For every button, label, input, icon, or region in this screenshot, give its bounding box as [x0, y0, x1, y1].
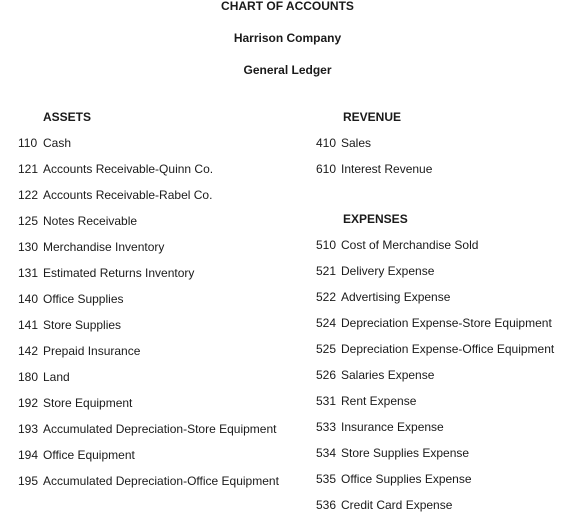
account-name: Depreciation Expense-Office Equipment: [341, 342, 555, 356]
account-name: Notes Receivable: [43, 214, 138, 228]
account-number: 194: [18, 448, 39, 462]
expenses-section-title: EXPENSES: [343, 212, 408, 226]
account-name: Delivery Expense: [341, 264, 435, 278]
account-name: Store Equipment: [43, 396, 133, 410]
account-number: 610: [316, 162, 337, 176]
account-number: 193: [18, 422, 39, 436]
account-number: 522: [316, 290, 337, 304]
account-number: 141: [18, 318, 39, 332]
account-number: 110: [18, 136, 38, 150]
account-name: Merchandise Inventory: [43, 240, 165, 254]
account-number: 410: [316, 136, 337, 150]
account-name: Office Supplies: [43, 292, 124, 306]
account-number: 533: [316, 420, 337, 434]
account-number: 510: [316, 238, 337, 252]
account-name: Insurance Expense: [341, 420, 444, 434]
account-number: 192: [18, 396, 39, 410]
account-number: 526: [316, 368, 337, 382]
account-number: 131: [18, 266, 39, 280]
account-name: Depreciation Expense-Store Equipment: [341, 316, 552, 330]
account-number: 142: [18, 344, 39, 358]
account-number: 535: [316, 472, 337, 486]
account-name: Store Supplies: [43, 318, 122, 332]
account-number: 531: [316, 394, 337, 408]
account-name: Sales: [341, 136, 372, 150]
account-name: Accumulated Depreciation-Store Equipment: [43, 422, 277, 436]
account-name: Interest Revenue: [341, 162, 433, 176]
account-number: 536: [316, 498, 337, 512]
account-number: 534: [316, 446, 337, 460]
account-number: 122: [18, 188, 39, 202]
account-name: Salaries Expense: [341, 368, 435, 382]
account-name: Office Supplies Expense: [341, 472, 472, 486]
account-number: 125: [18, 214, 39, 228]
account-name: Land: [43, 370, 70, 384]
account-name: Accounts Receivable-Rabel Co.: [43, 188, 213, 202]
revenue-section-title: REVENUE: [343, 110, 402, 124]
account-name: Store Supplies Expense: [341, 446, 470, 460]
account-name: Rent Expense: [341, 394, 417, 408]
account-name: Estimated Returns Inventory: [43, 266, 195, 280]
account-name: Office Equipment: [43, 448, 135, 462]
account-name: Prepaid Insurance: [43, 344, 141, 358]
ledger-name: General Ledger: [243, 63, 332, 77]
account-number: 180: [18, 370, 39, 384]
account-name: Cash: [43, 136, 72, 150]
account-name: Cost of Merchandise Sold: [341, 238, 479, 252]
company-name: Harrison Company: [233, 31, 342, 45]
account-name: Credit Card Expense: [341, 498, 453, 512]
account-number: 524: [316, 316, 337, 330]
account-number: 121: [18, 162, 39, 176]
account-name: Accounts Receivable-Quinn Co.: [43, 162, 214, 176]
account-name: Advertising Expense: [341, 290, 451, 304]
account-number: 525: [316, 342, 337, 356]
account-number: 140: [18, 292, 39, 306]
document-title: CHART OF ACCOUNTS: [221, 0, 354, 13]
account-number: 195: [18, 474, 39, 488]
account-number: 521: [316, 264, 337, 278]
account-name: Accumulated Depreciation-Office Equipment: [43, 474, 279, 488]
account-number: 130: [18, 240, 39, 254]
assets-section-title: ASSETS: [43, 110, 92, 124]
